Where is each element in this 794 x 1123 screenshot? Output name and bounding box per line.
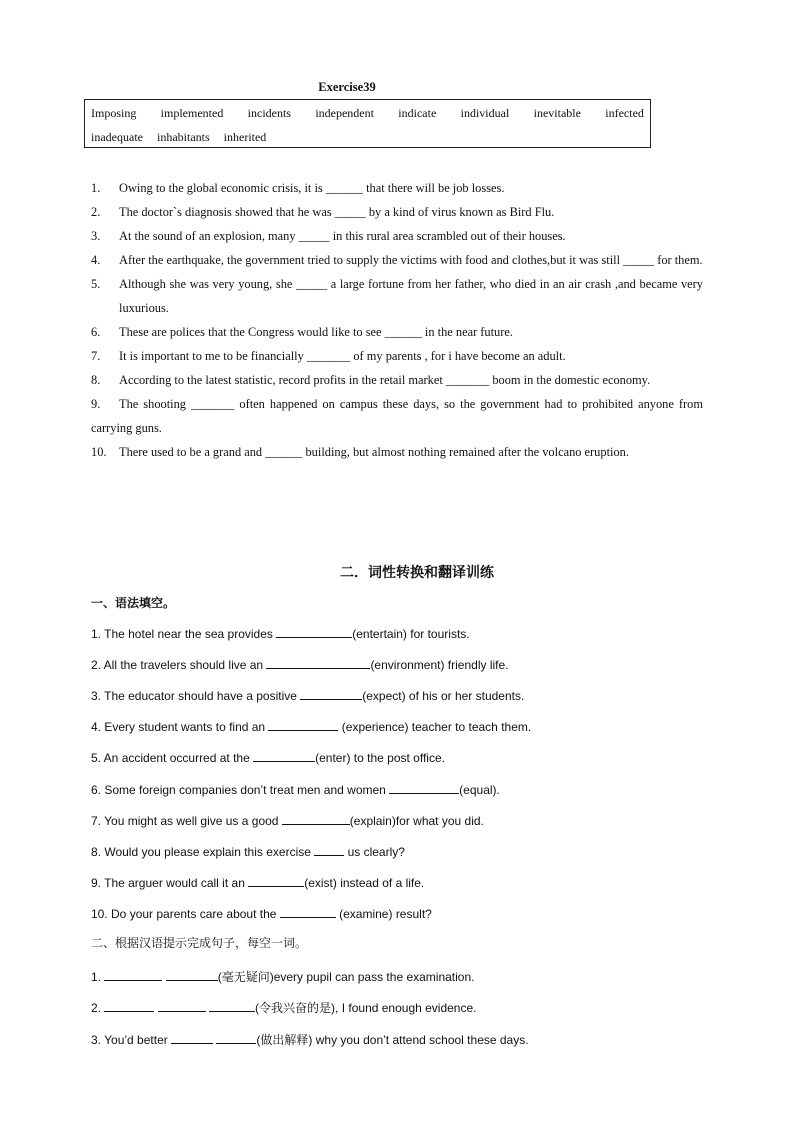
grammar-item-hint: (exist) instead of a life. (304, 876, 425, 890)
question-text: After the earthquake, the government tried to supply the victims with food and clothes,but it was still _____ for them. (119, 253, 703, 267)
answer-blank[interactable] (280, 905, 336, 918)
grammar-item (91, 718, 531, 734)
subsection-translation-title: 二、根据汉语提示完成句子，每空一词。 (91, 936, 308, 950)
word-item: inhabitants (156, 130, 210, 144)
grammar-item-hint: (expect) of his or her students. (362, 689, 525, 703)
translation-item (91, 1031, 529, 1048)
fill-in-exercise-list (91, 176, 703, 464)
answer-blank[interactable] (389, 781, 459, 794)
answer-blank[interactable] (171, 1031, 213, 1044)
answer-blank[interactable] (209, 999, 255, 1012)
section-2-title: 二．词性转换和翻译训练 (340, 565, 494, 581)
word-item: individual (460, 106, 510, 120)
question-text: These are polices that the Congress would like to see ______ in the near future. (119, 325, 513, 339)
question-number: 7. (91, 349, 101, 363)
grammar-item (91, 874, 424, 890)
question-number: 10. (91, 445, 107, 459)
word-item: inevitable (533, 106, 581, 120)
grammar-item (91, 687, 524, 703)
grammar-item-hint: (enter) to the post office. (315, 751, 445, 765)
translation-hint: (毫无疑问) (217, 970, 274, 984)
word-row-1 (91, 106, 644, 121)
grammar-item (91, 843, 405, 859)
grammar-item-text: 8. Would you please explain this exercise (91, 845, 315, 859)
word-item: Imposing (91, 106, 137, 120)
grammar-item-text: 9. The arguer would call it an (91, 876, 249, 890)
answer-blank[interactable] (276, 625, 352, 638)
question-item (91, 272, 703, 320)
translation-hint: (做出解释) (256, 1033, 313, 1047)
answer-blank[interactable] (104, 968, 162, 981)
question-item (91, 248, 703, 272)
question-item (91, 224, 703, 248)
grammar-item-hint: us clearly? (344, 845, 405, 859)
question-number: 9. (91, 397, 101, 411)
translation-item-number: 1. (91, 970, 102, 984)
grammar-item (91, 781, 500, 797)
grammar-item-text: 6. Some foreign companies don’t treat men and women (91, 783, 390, 797)
word-item: incidents (247, 106, 291, 120)
grammar-item (91, 625, 470, 641)
question-text: According to the latest statistic, record profits in the retail market _______ boom in the domestic economy. (119, 373, 651, 387)
question-item (91, 392, 703, 440)
grammar-item-text: 4. Every student wants to find an (91, 720, 269, 734)
grammar-item-text: 5. An accident occurred at the (91, 751, 254, 765)
grammar-item (91, 905, 432, 921)
translation-item (91, 968, 475, 985)
grammar-item-hint: (equal). (459, 783, 500, 797)
question-text: The doctor`s diagnosis showed that he was _____ by a kind of virus known as Bird Flu. (119, 205, 555, 219)
question-number: 5. (91, 277, 101, 291)
question-text: At the sound of an explosion, many _____ in this rural area scrambled out of their houses. (119, 229, 566, 243)
question-number: 1. (91, 181, 101, 195)
question-item (91, 320, 703, 344)
translation-item-text: , I found enough evidence. (335, 1001, 477, 1015)
grammar-item-hint: (entertain) for tourists. (352, 627, 470, 641)
question-number: 2. (91, 205, 101, 219)
grammar-item-text: 3. The educator should have a positive (91, 689, 301, 703)
grammar-item-text: 7. You might as well give us a good (91, 814, 282, 828)
translation-hint: (令我兴奋的是) (255, 1001, 336, 1015)
question-text: There used to be a grand and ______ building, but almost nothing remained after the volcano eruption. (119, 445, 629, 459)
word-item: inherited (223, 130, 267, 144)
question-number: 8. (91, 373, 101, 387)
answer-blank[interactable] (266, 656, 370, 669)
question-item (91, 176, 703, 200)
answer-blank[interactable] (158, 999, 206, 1012)
answer-blank[interactable] (253, 749, 315, 762)
answer-blank[interactable] (300, 687, 362, 700)
grammar-item-hint: (examine) result? (335, 907, 432, 921)
grammar-item-text: 2. All the travelers should live an (91, 658, 267, 672)
translation-item-number: 3. You’d better (91, 1033, 168, 1047)
answer-blank[interactable] (314, 843, 344, 856)
translation-item (91, 999, 477, 1016)
subsection-grammar-title: 一、语法填空。 (91, 596, 176, 610)
answer-blank[interactable] (268, 718, 338, 731)
question-number: 4. (91, 253, 101, 267)
word-item: independent (315, 106, 374, 120)
translation-item-number: 2. (91, 1001, 102, 1015)
grammar-item-hint: (explain)for what you did. (349, 814, 484, 828)
translation-item-text: every pupil can pass the examination. (273, 970, 475, 984)
grammar-item-text: 1. The hotel near the sea provides (91, 627, 277, 641)
word-item: implemented (160, 106, 224, 120)
question-item (91, 368, 703, 392)
grammar-item-hint: (environment) friendly life. (370, 658, 509, 672)
question-text: Although she was very young, she _____ a large fortune from her father, who died in an air crash ,and became very luxurious. (119, 277, 703, 315)
answer-blank[interactable] (282, 812, 350, 825)
question-number: 3. (91, 229, 101, 243)
word-box (84, 99, 651, 148)
translation-item-text: why you don’t attend school these days. (312, 1033, 529, 1047)
question-text: Owing to the global economic crisis, it is ______ that there will be job losses. (119, 181, 505, 195)
exercise-title: Exercise39 (318, 80, 376, 94)
word-item: inadequate (91, 130, 143, 144)
word-row-2 (91, 130, 644, 145)
grammar-item-hint: (experience) teacher to teach them. (338, 720, 532, 734)
question-text: It is important to me to be financially _______ of my parents , for i have become an adult. (119, 349, 566, 363)
answer-blank[interactable] (216, 1031, 256, 1044)
question-item (91, 200, 703, 224)
answer-blank[interactable] (166, 968, 218, 981)
answer-blank[interactable] (104, 999, 154, 1012)
answer-blank[interactable] (248, 874, 304, 887)
question-item (91, 440, 703, 464)
grammar-item (91, 812, 484, 828)
word-item: indicate (398, 106, 437, 120)
question-number: 6. (91, 325, 101, 339)
question-item (91, 344, 703, 368)
word-item: infected (605, 106, 644, 120)
grammar-item (91, 749, 445, 765)
grammar-item (91, 656, 509, 672)
grammar-item-text: 10. Do your parents care about the (91, 907, 280, 921)
question-text: The shooting _______ often happened on campus these days, so the government had to prohibited anyone from carrying guns. (91, 397, 703, 435)
